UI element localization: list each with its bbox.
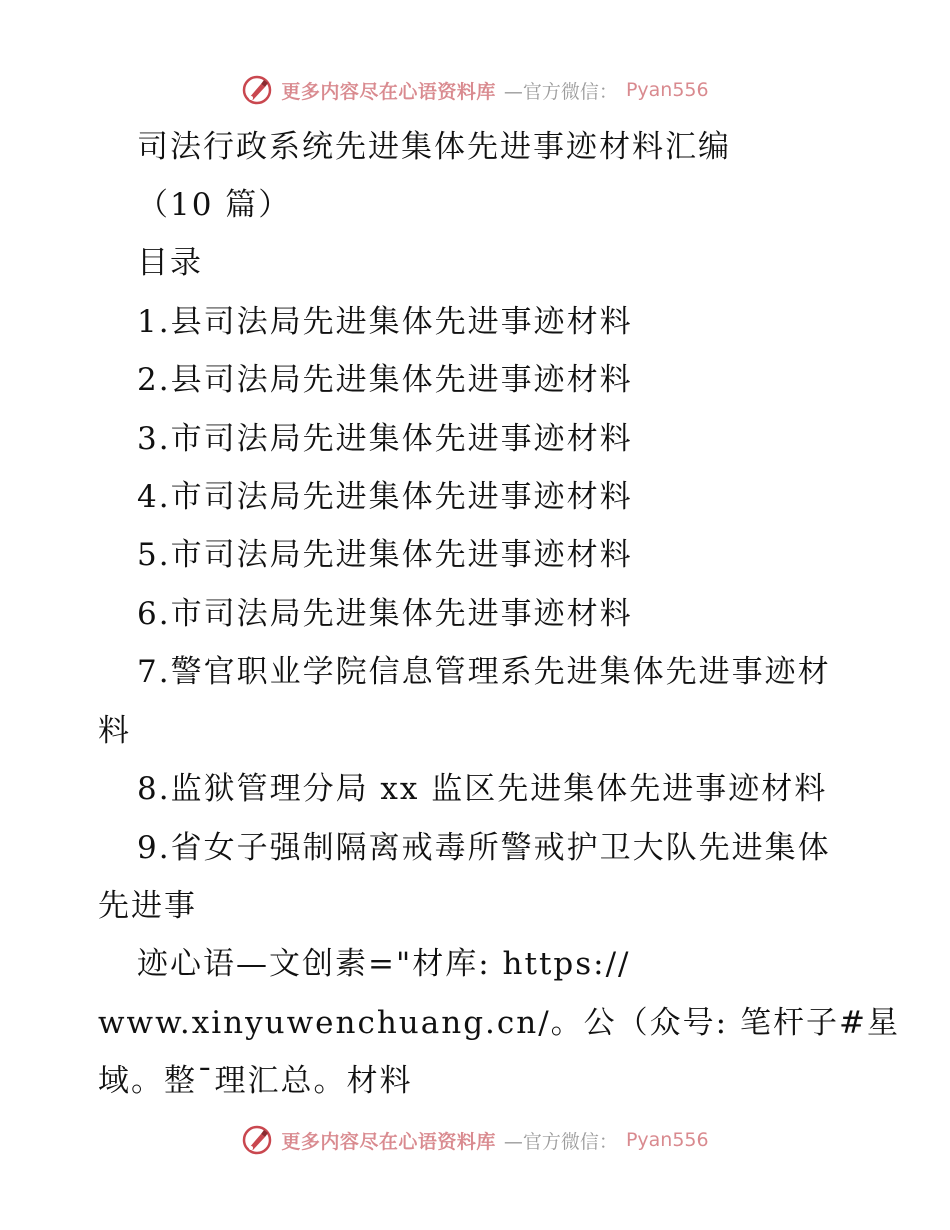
toc-item: 5.市司法局先进集体先进事迹材料 (137, 537, 633, 573)
toc-item-continuation: 料 (98, 713, 131, 749)
pen-logo-icon (241, 1124, 273, 1156)
toc-item: 2.县司法局先进集体先进事迹材料 (137, 362, 633, 398)
footer-watermark-banner (0, 1120, 950, 1160)
toc-item: 6.市司法局先进集体先进事迹材料 (137, 596, 633, 632)
toc-item: 9.省女子强制隔离戒毒所警戒护卫大队先进集体 (137, 830, 831, 866)
banner-wechat-id: Pyan556 (625, 79, 709, 101)
document-title: 司法行政系统先进集体先进事迹材料汇编 (137, 129, 731, 165)
toc-item: 4.市司法局先进集体先进事迹材料 (137, 479, 633, 515)
banner-main-text: 更多内容尽在心语资料库 (281, 80, 496, 103)
pen-logo-icon (241, 74, 273, 106)
toc-item: 1.县司法局先进集体先进事迹材料 (137, 304, 633, 340)
toc-item-continuation: 先进事 (98, 888, 197, 924)
body-text-line: 域。整¯理汇总。材料 (98, 1063, 413, 1099)
toc-heading: 目录 (137, 245, 203, 281)
body-text-line: 迹心语—文创素="材库: https:// (137, 946, 631, 982)
banner-sub-text: —官方微信： (503, 1130, 618, 1153)
toc-item: 3.市司法局先进集体先进事迹材料 (137, 421, 633, 457)
toc-item: 8.监狱管理分局 xx 监区先进集体先进事迹材料 (137, 771, 828, 807)
banner-main-text: 更多内容尽在心语资料库 (281, 1130, 496, 1153)
header-watermark-banner (0, 70, 950, 110)
document-subtitle: （10 篇） (137, 187, 292, 223)
banner-wechat-id: Pyan556 (625, 1129, 709, 1151)
banner-sub-text: —官方微信： (503, 80, 618, 103)
toc-item: 7.警官职业学院信息管理系先进集体先进事迹材 (137, 654, 831, 690)
body-text-line: www.xinyuwenchuang.cn/。公（众号: 笔杆子#星 (98, 1005, 900, 1041)
